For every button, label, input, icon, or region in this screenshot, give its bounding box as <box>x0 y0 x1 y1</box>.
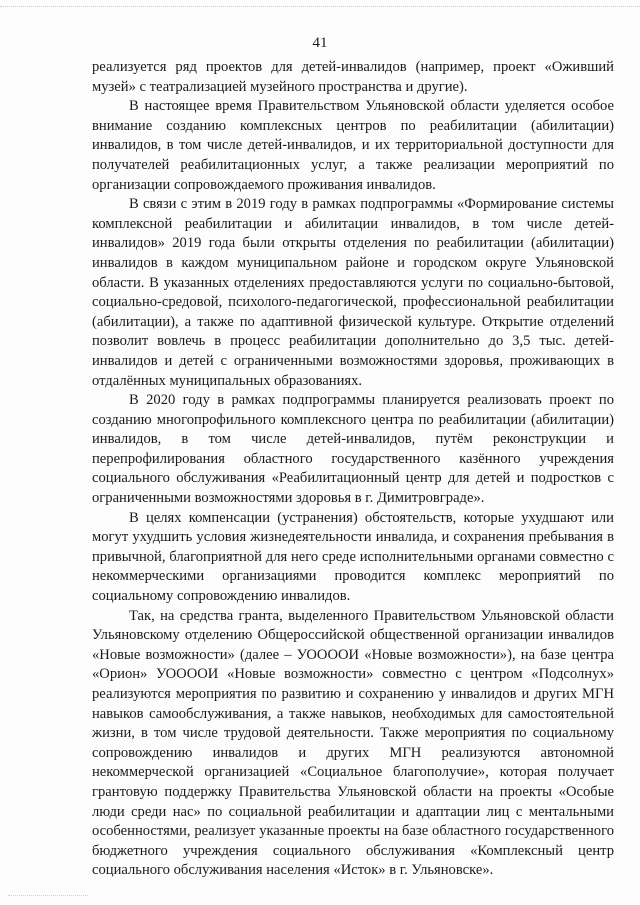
paragraph-2020-project: В 2020 году в рамках подпрограммы планируется реализовать проект по созданию многопрофильного комплексного центра по реабилитации (абилитации) инвалидов, в том числе детей-инвалидов, путём реконструкции и перепрофилирования областного государственного казённого учреждения социального обслуживания «Реабилитационный центр для детей и подростков с ограниченными возможностями здоровья в г. Димитровграде». <box>92 392 614 507</box>
document-body <box>92 58 614 881</box>
scan-edge-bottom <box>8 895 88 897</box>
paragraph-continued: реализуется ряд проектов для детей-инвалидов (например, проект «Оживший музей» с театрализацией музейного пространства и другие). <box>92 59 614 95</box>
paragraph-2019-subprogram: В связи с этим в 2019 году в рамках подпрограммы «Формирование системы комплексной реабилитации и абилитации инвалидов, в том числе детей-инвалидов» 2019 года были открыты отделения по реабилитации (абилитации) инвалидов в каждом муниципальном районе и городском округе Ульяновской области. В указанных отделениях предоставляются услуги по социально-бытовой, социально-средовой, психолого-педагогической, профессиональной реабилитации (абилитации), а также по адаптивной физической культуре. Открытие отделений позволит вовлечь в процесс реабилитации дополнительно до 3,5 тыс. детей-инвалидов и детей с ограниченными возможностями здоровья, проживающих в отдалённых муниципальных образованиях. <box>92 196 614 389</box>
scan-edge-top <box>0 6 640 8</box>
paragraph-rehab-centers: В настоящее время Правительством Ульяновской области уделяется особое внимание созданию комплексных центров по реабилитации (абилитации) инвалидов, в том числе детей-инвалидов, и их территориальной доступности для получателей реабилитационных услуг, а также реализации мероприятий по организации сопровождаемого проживания инвалидов. <box>92 98 614 193</box>
paragraph-grant-support: Так, на средства гранта, выделенного Правительством Ульяновской области Ульяновскому отделению Общероссийской общественной организации инвалидов «Новые возможности» (далее – УООООИ «Новые возможности»), на базе центра «Орион» УООООИ «Новые возможности» совместно с центром «Подсолнух» реализуются мероприятия по развитию и сохранению у инвалидов и других МГН навыков самообслуживания, а также навыков, необходимых для самостоятельной жизни, в том числе трудовой деятельности. Также мероприятия по социальному сопровождению инвалидов и других МГН реализуются автономной некоммерческой организацией «Социальное благополучие», которая получает грантовую поддержку Правительства Ульяновской области на проекты «Особые люди среди нас» по социальной реабилитации и адаптации лиц с ментальными особенностями, реализует указанные проекты на базе областного государственного бюджетного учреждения социального обслуживания «Комплексный центр социального обслуживания населения «Исток» в г. Ульяновске». <box>92 607 614 879</box>
paragraph-compensation: В целях компенсации (устранения) обстоятельств, которые ухудшают или могут ухудшить условия жизнедеятельности инвалида, и сохранения пребывания в привычной, благоприятной для него среде исполнительными органами совместно с некоммерческими организациями проводится комплекс мероприятий по социальному сопровождению инвалидов. <box>92 509 614 605</box>
page-number: 41 <box>312 35 328 51</box>
